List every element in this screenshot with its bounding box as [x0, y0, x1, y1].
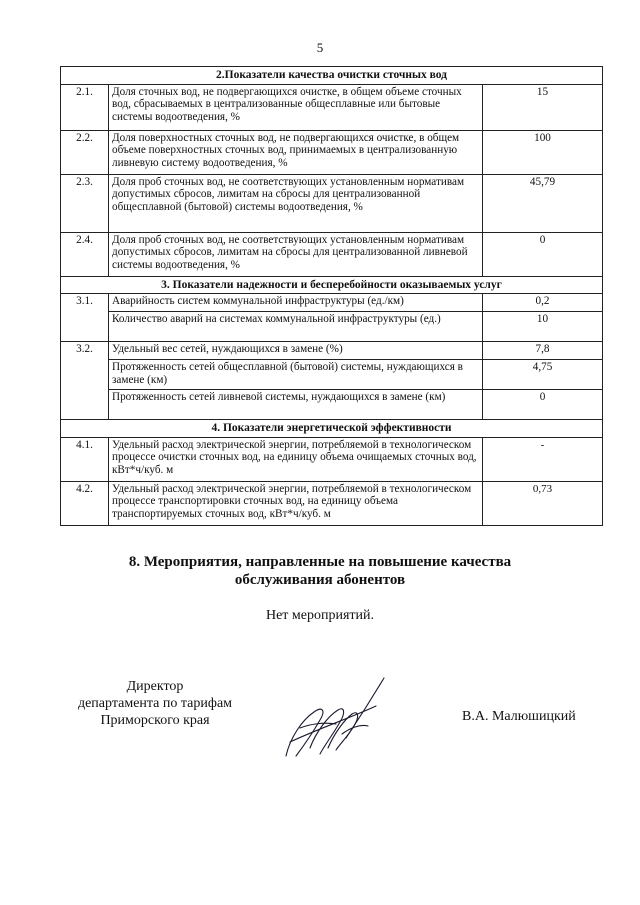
- row-number: 2.4.: [61, 232, 109, 276]
- heading-line: 8. Мероприятия, направленные на повышение качества: [128, 554, 512, 570]
- handwritten-signature: [280, 668, 400, 768]
- row-value: 0,2: [483, 294, 603, 312]
- row-value: 45,79: [483, 174, 603, 232]
- table-row: [61, 130, 603, 174]
- table-row: [61, 360, 603, 390]
- row-description: Удельный расход электрической энергии, потребляемой в технологическом процессе очистки сточных вод, на единицу объема очищаемых сточных вод, кВт*ч/куб. м: [109, 437, 483, 481]
- position-line: Директор: [126, 679, 184, 694]
- indicators-table: [60, 66, 603, 526]
- row-number: 3.1.: [61, 294, 109, 342]
- section-header: [61, 67, 603, 85]
- row-number: 2.1.: [61, 84, 109, 130]
- row-number: 3.2.: [61, 342, 109, 420]
- row-value: 0,73: [483, 481, 603, 525]
- page-number: 5: [316, 40, 324, 55]
- section-heading: [0, 553, 640, 589]
- table-row: [61, 481, 603, 525]
- no-measures-text: Нет мероприятий.: [265, 608, 375, 623]
- row-description: Удельный расход электрической энергии, потребляемой в технологическом процессе транспортировки сточных вод, на единицу объема транспортируемых сточных вод, кВт*ч/куб. м: [109, 481, 483, 525]
- section-header: [61, 276, 603, 294]
- table-row: [61, 342, 603, 360]
- table-row: [61, 174, 603, 232]
- row-value: 4,75: [483, 360, 603, 390]
- row-number: 4.2.: [61, 481, 109, 525]
- row-value: 0: [483, 390, 603, 420]
- table-row: [61, 437, 603, 481]
- row-description: Протяженность сетей общесплавной (бытовой) системы, нуждающихся в замене (км): [109, 360, 483, 390]
- row-description: Доля проб сточных вод, не соответствующих установленным нормативам допустимых сбросов, лимитам на сбросы для централизованной общесплавной (бытовой) системы водоотведения, %: [109, 174, 483, 232]
- signatory-position: [60, 678, 250, 729]
- section-title: 4. Показатели энергетической эффективности: [61, 420, 603, 438]
- row-value: 15: [483, 84, 603, 130]
- table-row: [61, 84, 603, 130]
- section-title: 2.Показатели качества очистки сточных вод: [61, 67, 603, 85]
- row-description: Удельный вес сетей, нуждающихся в замене (%): [109, 342, 483, 360]
- section-title: 3. Показатели надежности и бесперебойности оказываемых услуг: [61, 276, 603, 294]
- table-row: [61, 312, 603, 342]
- row-description: Доля проб сточных вод, не соответствующих установленным нормативам допустимых сбросов, лимитам на сбросы для централизованной ливневой системы водоотведения, %: [109, 232, 483, 276]
- position-line: департамента по тарифам: [77, 696, 233, 711]
- table-row: [61, 390, 603, 420]
- row-value: 7,8: [483, 342, 603, 360]
- row-description: Количество аварий на системах коммунальной инфраструктуры (ед.): [109, 312, 483, 342]
- row-value: 0: [483, 232, 603, 276]
- signatory-name: В.А. Малюшицкий: [462, 709, 576, 724]
- row-description: Протяженность сетей ливневой системы, нуждающихся в замене (км): [109, 390, 483, 420]
- heading-line: обслуживания абонентов: [234, 572, 406, 588]
- row-value: -: [483, 437, 603, 481]
- position-line: Приморского края: [100, 713, 210, 728]
- row-description: Аварийность систем коммунальной инфраструктуры (ед./км): [109, 294, 483, 312]
- row-number: 4.1.: [61, 437, 109, 481]
- row-value: 10: [483, 312, 603, 342]
- row-description: Доля поверхностных сточных вод, не подвергающихся очистке, в общем объеме поверхностных сточных вод, принимаемых в централизованную ливневую систему водоотведения, %: [109, 130, 483, 174]
- row-description: Доля сточных вод, не подвергающихся очистке, в общем объеме сточных вод, сбрасываемых в централизованные общесплавные или бытовые системы водоотведения, %: [109, 84, 483, 130]
- row-number: 2.3.: [61, 174, 109, 232]
- table-row: [61, 232, 603, 276]
- section-header: [61, 420, 603, 438]
- row-value: 100: [483, 130, 603, 174]
- table-row: [61, 294, 603, 312]
- row-number: 2.2.: [61, 130, 109, 174]
